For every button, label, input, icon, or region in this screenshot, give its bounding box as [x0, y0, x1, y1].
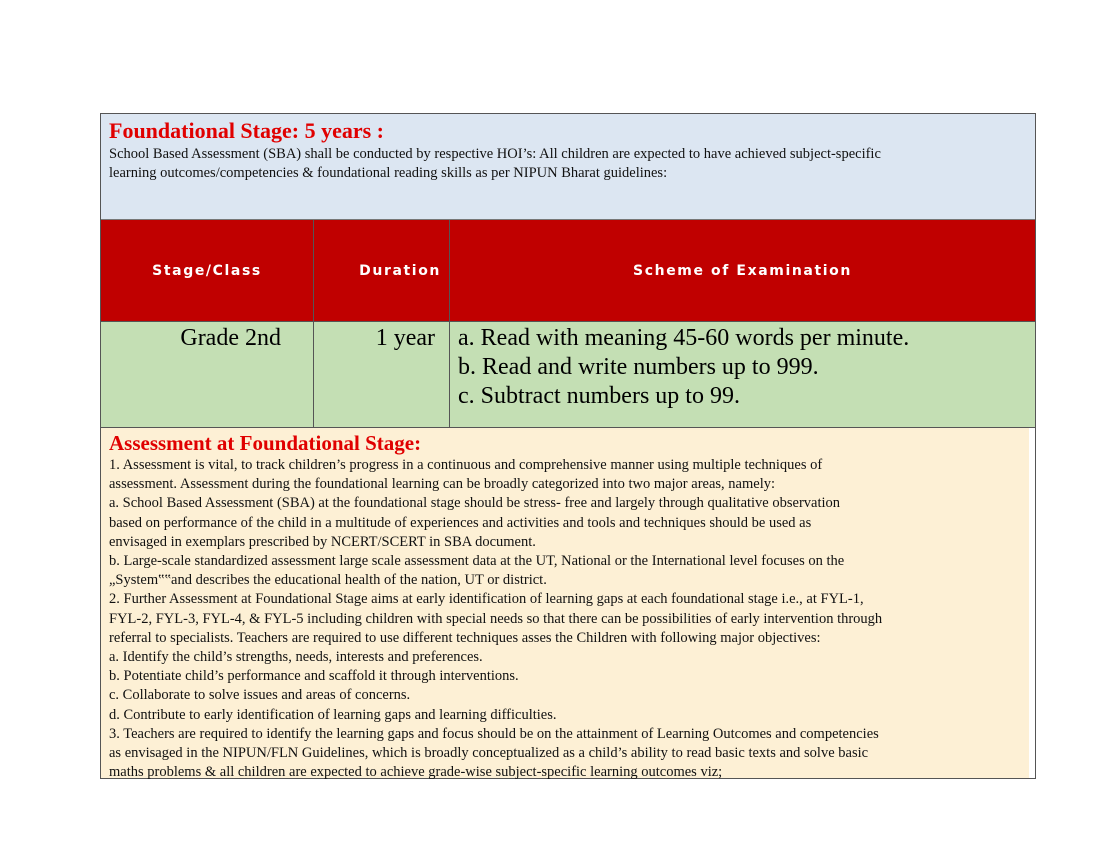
document-table [100, 113, 1036, 779]
assessment-line: assessment. Assessment during the foundational learning can be broadly categorized into two major areas, namely: [109, 476, 776, 493]
assessment-line: „System‟‟and describes the educational health of the nation, UT or district. [109, 572, 547, 589]
header-stage-class: Stage/Class [101, 220, 314, 321]
assessment-line: maths problems & all children are expected to achieve grade-wise subject-specific learning outcomes viz; [109, 764, 723, 781]
scheme-item: a. Read with meaning 45-60 words per minute. [458, 325, 910, 351]
header-scheme-of-examination: Scheme of Examination [633, 262, 852, 279]
description-line: learning outcomes/competencies & foundational reading skills as per NIPUN Bharat guidelines: [109, 165, 668, 181]
header-duration: Duration [314, 220, 450, 321]
table-row [101, 322, 1035, 428]
assessment-line: 2. Further Assessment at Foundational Stage aims at early identification of learning gaps at each foundational stage i.e., at FYL-1, [109, 591, 864, 608]
assessment-title: Assessment at Foundational Stage: [109, 431, 422, 455]
assessment-line: envisaged in exemplars prescribed by NCERT/SCERT in SBA document. [109, 533, 536, 550]
assessment-line: d. Contribute to early identification of learning gaps and learning difficulties. [109, 706, 557, 723]
cell-scheme [450, 322, 1035, 427]
assessment-line: 1. Assessment is vital, to track children’s progress in a continuous and comprehensive manner using multiple techniques of [109, 457, 823, 473]
stage-description [109, 145, 1027, 183]
assessment-line: FYL-2, FYL-3, FYL-4, & FYL-5 including children with special needs so that there can be possibilities of early intervention through [109, 610, 883, 627]
assessment-section [101, 428, 1035, 781]
assessment-line: b. Potentiate child’s performance and scaffold it through interventions. [109, 668, 519, 685]
assessment-line: as envisaged in the NIPUN/FLN Guidelines, which is broadly conceptualized as a child’s ability to read basic texts and solve basic [109, 745, 869, 762]
description-line: School Based Assessment (SBA) shall be conducted by respective HOI’s: All children are expected to have achieved subject-specific [109, 146, 881, 162]
assessment-line: 3. Teachers are required to identify the learning gaps and focus should be on the attainment of Learning Outcomes and competencies [109, 725, 879, 742]
assessment-line: a. Identify the child’s strengths, needs, interests and preferences. [109, 649, 483, 666]
foundational-stage-header [101, 114, 1035, 220]
assessment-line: based on performance of the child in a multitude of experiences and activities and tools and techniques should be used as [109, 514, 812, 531]
assessment-line: referral to specialists. Teachers are required to use different techniques asses the Children with following major objectives: [109, 629, 821, 646]
scheme-item: b. Read and write numbers up to 999. [458, 354, 819, 380]
cell-stage: Grade 2nd [101, 322, 314, 427]
stage-title: Foundational Stage: 5 years : [109, 118, 384, 143]
cell-duration: 1 year [314, 322, 450, 427]
assessment-line: c. Collaborate to solve issues and areas of concerns. [109, 687, 411, 704]
assessment-line: b. Large-scale standardized assessment large scale assessment data at the UT, National or the International level focuses on the [109, 553, 845, 570]
assessment-line: a. School Based Assessment (SBA) at the foundational stage should be stress- free and largely through qualitative observation [109, 495, 841, 512]
scheme-item: c. Subtract numbers up to 99. [458, 383, 740, 409]
table-header-row [101, 220, 1035, 322]
